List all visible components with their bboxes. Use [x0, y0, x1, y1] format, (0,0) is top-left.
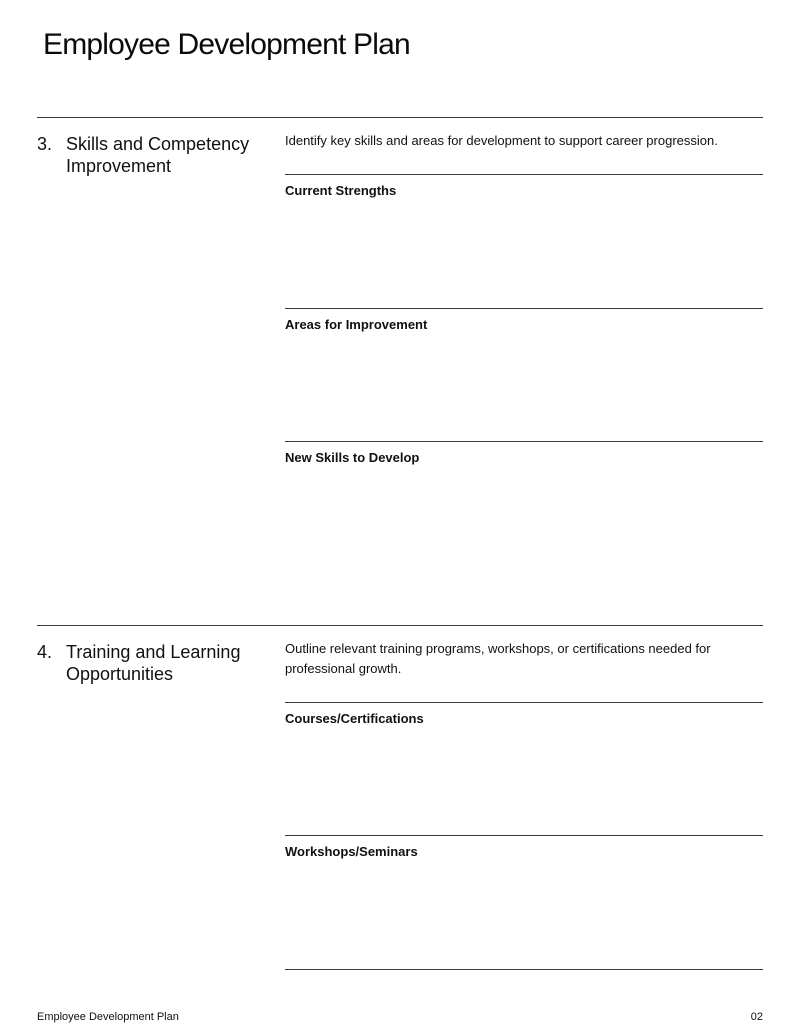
section-divider [37, 625, 763, 626]
section-title: Skills and Competency Improvement [66, 134, 250, 176]
field-label-workshops-seminars: Workshops/Seminars [285, 844, 418, 859]
field-input-courses-certifications[interactable] [285, 730, 763, 834]
field-input-areas-for-improvement[interactable] [285, 336, 763, 440]
field-input-new-skills[interactable] [285, 469, 763, 623]
field-divider [285, 835, 763, 836]
footer-document-title: Employee Development Plan [37, 1011, 179, 1023]
section-title: Training and Learning Opportunities [66, 642, 241, 684]
section-number: 4. [37, 642, 53, 662]
field-input-workshops-seminars[interactable] [285, 863, 763, 967]
page-title: Employee Development Plan [43, 28, 410, 61]
section-description: Outline relevant training programs, workshops, or certifications needed for professional growth. [285, 641, 711, 676]
field-label-new-skills: New Skills to Develop [285, 450, 420, 465]
section-description: Identify key skills and areas for development to support career progression. [285, 133, 718, 148]
section-number: 3. [37, 134, 53, 154]
field-label-courses-certifications: Courses/Certifications [285, 711, 424, 726]
page-number: 02 [750, 1011, 763, 1023]
field-divider [285, 441, 763, 442]
field-divider [285, 969, 763, 970]
field-divider [285, 702, 763, 703]
field-divider [285, 308, 763, 309]
field-input-current-strengths[interactable] [285, 202, 763, 306]
field-divider [285, 174, 763, 175]
field-label-current-strengths: Current Strengths [285, 183, 397, 198]
field-label-areas-for-improvement: Areas for Improvement [285, 317, 428, 332]
section-divider [37, 117, 763, 118]
